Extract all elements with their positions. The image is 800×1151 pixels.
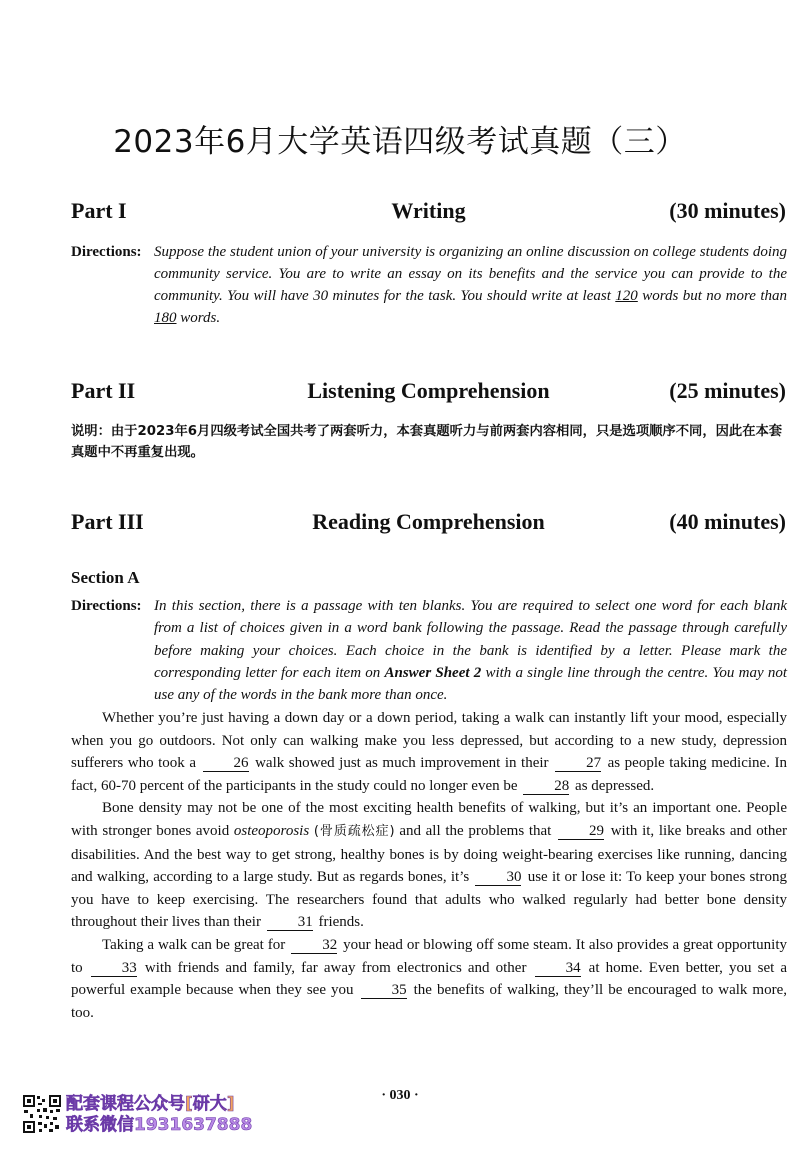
part3-label: Part III <box>71 509 144 534</box>
directions-label: Directions: <box>71 598 142 614</box>
part2-time: (25 minutes) <box>669 378 786 403</box>
min-words: 120 <box>615 288 638 304</box>
directions-text: In this section, there is a passage with ten blanks. You are required to select one word for each blank from a list of choices given in a word bank following the passage. Read the passage through carefully before making your choices. Each choice in the bank is identified by a letter. Please mark the corresponding letter for each item on Answer Sheet 2 with a single line through the centre. You may not use any of the words in the bank more than once. <box>154 598 787 704</box>
blank-27: 27 <box>555 755 601 772</box>
part2-label: Part II <box>71 378 136 403</box>
blank-29: 29 <box>558 823 604 840</box>
promo-line-2: 联系微信1931637888 <box>66 1115 253 1135</box>
directions-text: Suppose the student union of your university is organizing an online discussion on college students doing community service. You are to write an essay on its benefits and the service you can provide to the community. You will have 30 minutes for the task. You should write at least 120 words but no more than 180 words. <box>154 244 788 326</box>
part3-header <box>71 509 786 539</box>
page-title: 2023年6月大学英语四级考试真题（三） <box>113 124 687 160</box>
page-number: · 030 · <box>381 1088 419 1103</box>
blank-34: 34 <box>535 960 581 977</box>
part1-header <box>71 198 786 228</box>
part1-directions <box>71 241 787 329</box>
paragraph-2: Bone density may not be one of the most exciting health benefits of walking, but it’s an important one. People with stronger bones avoid osteoporosis (骨质疏松症) and all the problems that 29 with it, like breaks and other disabilities. And the best way to get strong, healthy bones is by doing weight-bearing exercises like running, dancing and walking, according to a large study. But as regards bones, it’s 30 use it or lose it: To keep your bones strong you have to keep exercising. The researchers found that adults who walked regularly had better bone density throughout their lives than their 31 friends. <box>71 800 788 931</box>
max-words: 180 <box>154 310 177 326</box>
answer-sheet-ref: Answer Sheet 2 <box>384 664 482 681</box>
paragraph-3: Taking a walk can be great for 32 your head or blowing off some steam. It also provides a great opportunity to 33 with friends and family, far away from electronics and other 34 at home. Even better, you set a powerful example because when they see you 35 the benefits of walking, they’ll be encouraged to walk more, too. <box>71 936 788 1021</box>
qr-code-icon <box>22 1094 62 1134</box>
blank-28: 28 <box>523 778 569 795</box>
paragraph-1: Whether you’re just having a down day or a down period, taking a walk can instantly lift your mood, especially when you go outdoors. Not only can walking make you less depressed, but according to a new study, depression sufferers who took a 26 walk showed just as much improvement in their 27 as people taking medicine. In fact, 60-70 percent of the participants in the study could no longer even be 28 as depressed. <box>71 710 787 794</box>
part2-note: 说明：由于2023年6月四级考试全国共考了两套听力，本套真题听力与前两套内容相同，只是选项顺序不同，因此在本套真题中不再重复出现。 <box>71 424 783 460</box>
part3-directions <box>71 595 787 706</box>
promo-watermark <box>66 1094 252 1136</box>
blank-35: 35 <box>361 982 407 999</box>
promo-line-1: 配套课程公众号[研大] <box>66 1094 235 1114</box>
blank-33: 33 <box>91 960 137 977</box>
part3-name: Reading Comprehension <box>312 509 545 534</box>
blank-32: 32 <box>291 937 337 954</box>
part2-header <box>71 378 786 408</box>
part3-time: (40 minutes) <box>669 509 786 534</box>
term-chinese: (骨质疏松症) <box>313 823 395 839</box>
blank-30: 30 <box>475 869 521 886</box>
term-osteoporosis: osteoporosis <box>233 822 310 839</box>
part1-name: Writing <box>391 198 466 223</box>
directions-label: Directions: <box>71 244 142 260</box>
section-a-heading: Section A <box>71 568 140 587</box>
part1-label: Part I <box>71 198 127 223</box>
blank-31: 31 <box>267 914 313 931</box>
part1-time: (30 minutes) <box>669 198 786 223</box>
reading-passage <box>71 707 787 1024</box>
blank-26: 26 <box>203 755 249 772</box>
part2-name: Listening Comprehension <box>307 378 550 403</box>
